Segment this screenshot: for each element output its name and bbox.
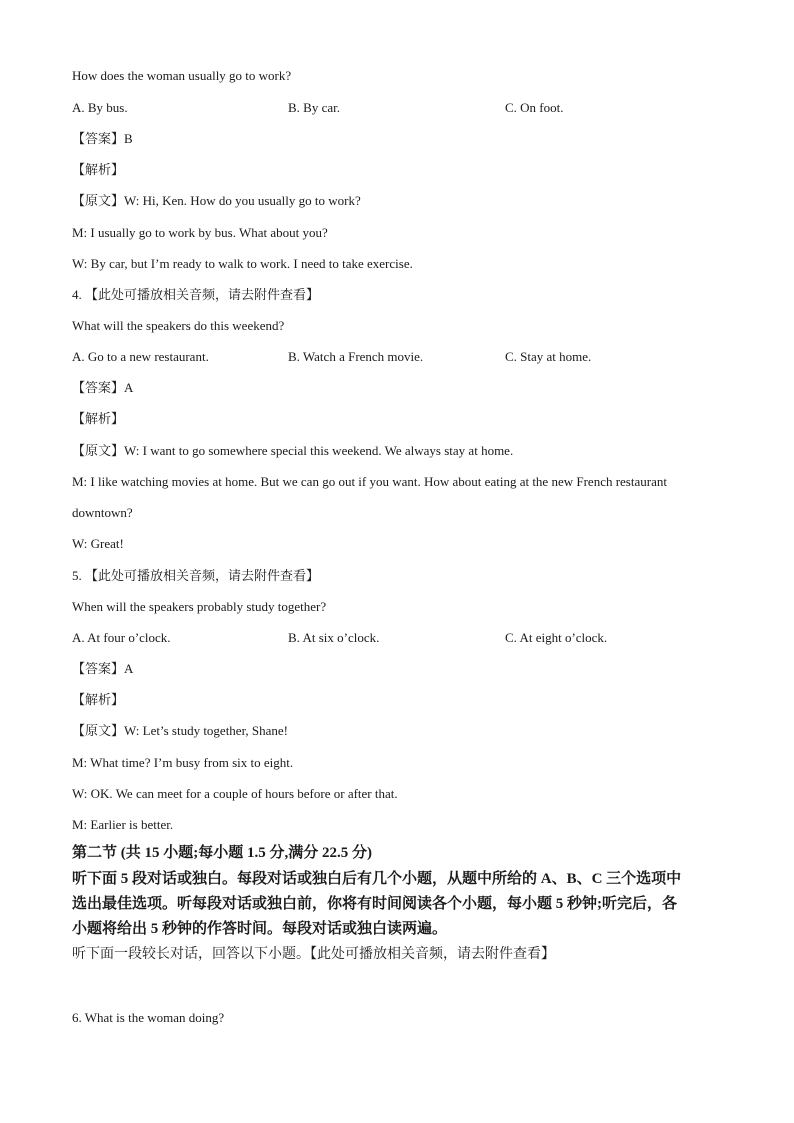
q4-transcript-line: 【原文】W: I want to go somewhere special this weekend. We always stay at home.	[72, 443, 514, 458]
q5-transcript-line: W: OK. We can meet for a couple of hours before or after that.	[72, 786, 398, 801]
q4-header: 4. 【此处可播放相关音频，请去附件查看】	[72, 287, 320, 302]
section-instructions-line: 小题将给出 5 秒钟的作答时间。每段对话或独白读两遍。	[72, 921, 448, 937]
q3-question: How does the woman usually go to work?	[72, 68, 292, 83]
q5-option-b: B. At six o’clock.	[288, 630, 380, 645]
q4-transcript-line: downtown?	[72, 505, 133, 520]
q3-transcript-line: W: By car, but I’m ready to walk to work. I need to take exercise.	[72, 256, 413, 271]
q3-answer: 【答案】B	[72, 131, 133, 146]
q5-question: When will the speakers probably study together?	[72, 599, 327, 614]
section-instructions-line: 听下面 5 段对话或独白。每段对话或独白后有几个小题，从题中所给的 A、B、C 三个选项中	[72, 871, 682, 887]
q4-answer: 【答案】A	[72, 380, 134, 395]
q4-option-a: A. Go to a new restaurant.	[72, 349, 209, 364]
q5-option-c: C. At eight o’clock.	[505, 630, 608, 645]
q5-transcript-line: 【原文】W: Let’s study together, Shane!	[72, 723, 288, 738]
section-title: 第二节 (共 15 小题;每小题 1.5 分,满分 22.5 分)	[72, 845, 372, 861]
section-audio-note: 听下面一段较长对话，回答以下小题。【此处可播放相关音频，请去附件查看】	[72, 947, 555, 962]
q6-question: 6. What is the woman doing?	[72, 1010, 225, 1025]
q3-analysis-label: 【解析】	[72, 162, 125, 177]
q5-transcript-line: M: Earlier is better.	[72, 817, 174, 832]
q4-option-c: C. Stay at home.	[505, 349, 592, 364]
q4-question: What will the speakers do this weekend?	[72, 318, 285, 333]
q3-option-c: C. On foot.	[505, 100, 564, 115]
q3-transcript-line: 【原文】W: Hi, Ken. How do you usually go to work?	[72, 193, 361, 208]
section-instructions-line: 选出最佳选项。听每段对话或独白前，你将有时间阅读各个小题，每小题 5 秒钟;听完后，各	[72, 896, 677, 912]
q3-option-a: A. By bus.	[72, 100, 128, 115]
q5-answer: 【答案】A	[72, 661, 134, 676]
q3-transcript-line: M: I usually go to work by bus. What about you?	[72, 225, 328, 240]
q4-transcript-line: W: Great!	[72, 536, 124, 551]
q4-transcript-line: M: I like watching movies at home. But we can go out if you want. How about eating at the new French restaurant	[72, 474, 667, 489]
q5-option-a: A. At four o’clock.	[72, 630, 171, 645]
q4-analysis-label: 【解析】	[72, 411, 125, 426]
q5-header: 5. 【此处可播放相关音频，请去附件查看】	[72, 568, 320, 583]
q4-option-b: B. Watch a French movie.	[288, 349, 424, 364]
q5-analysis-label: 【解析】	[72, 692, 125, 707]
q5-transcript-line: M: What time? I’m busy from six to eight.	[72, 755, 294, 770]
q3-option-b: B. By car.	[288, 100, 340, 115]
